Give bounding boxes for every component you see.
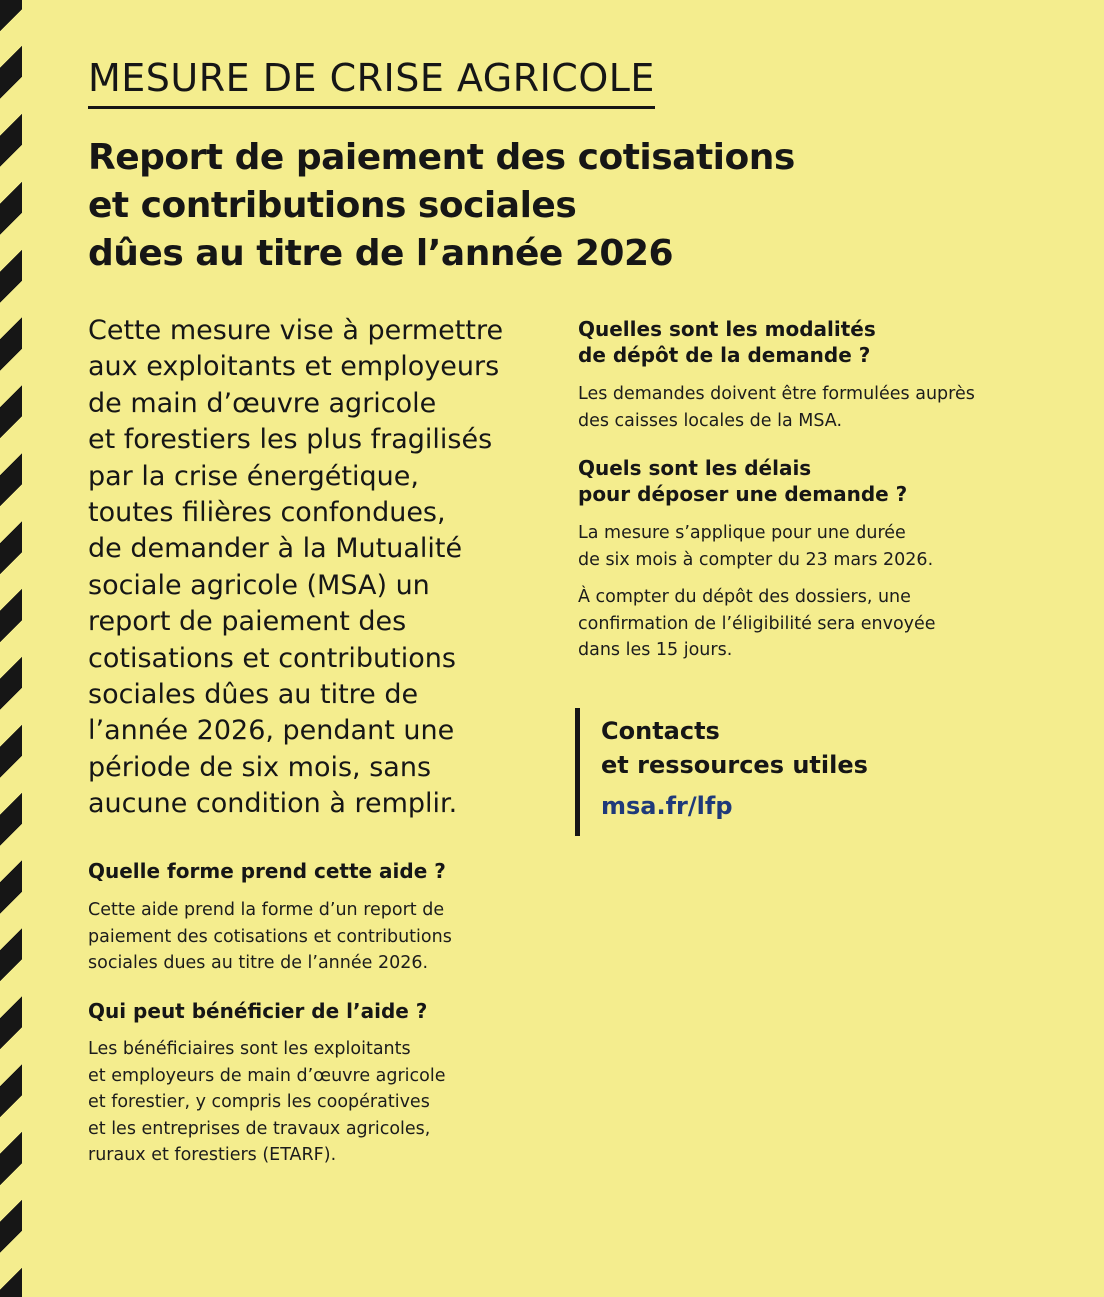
answer-modalites: Les demandes doivent être formulées auprès des caisses locales de la MSA. [578, 384, 975, 431]
lead-line: Cette mesure vise à permettre [88, 315, 504, 346]
contacts-link[interactable]: msa.fr/lfp [601, 792, 733, 820]
title-line: Report de paiement des cotisations [88, 137, 795, 178]
hazard-stripes [0, 0, 22, 1297]
answer-delais-confirmation: À compter du dépôt des dossiers, une confirmation de l’éligibilité sera envoyée dans les 15 jours. [578, 587, 936, 660]
question-delais: Quels sont les délais pour déposer une demande ? [578, 456, 908, 506]
contacts-title: Contacts et ressources utiles [601, 717, 868, 779]
lead-paragraph [88, 313, 548, 823]
lead-line: de main d’œuvre agricole [88, 387, 437, 419]
title-line: dûes au titre de l’année 2026 [88, 233, 674, 274]
lead-line: sociale agricole (MSA) un [88, 569, 430, 601]
lead-line: aucune condition à remplir. [88, 788, 458, 820]
question-beneficiaries: Qui peut bénéficier de l’aide ? [88, 999, 428, 1023]
page-title [88, 134, 908, 278]
lead-line: période de six mois, sans [88, 751, 432, 783]
answer-delais: La mesure s’applique pour une durée de six mois à compter du 23 mars 2026. [578, 523, 934, 570]
lead-line: l’année 2026, pendant une [88, 715, 455, 747]
answer-form: Cette aide prend la forme d’un report de paiement des cotisations et contributions sociales dues au titre de l’année 2026. [88, 900, 452, 973]
lead-line: aux exploitants et employeurs [88, 351, 500, 383]
lead-line: report de paiement des [88, 606, 407, 638]
lead-line: par la crise énergétique, [88, 460, 419, 492]
title-line: et contributions sociales [88, 185, 577, 226]
contacts-box [575, 708, 960, 836]
lead-line: cotisations et contributions [88, 642, 456, 674]
question-form: Quelle forme prend cette aide ? [88, 859, 446, 883]
kicker-heading: MESURE DE CRISE AGRICOLE [88, 56, 655, 109]
answer-beneficiaries: Les bénéficiaires sont les exploitants et employeurs de main d’œuvre agricole et forestier, y compris les coopératives et les entreprises de travaux agricoles, ruraux et forestiers (ETARF). [88, 1039, 446, 1165]
lead-line: et forestiers les plus fragilisés [88, 424, 493, 456]
lead-line: sociales dûes au titre de [88, 679, 419, 711]
lead-line: toutes filières confondues, [88, 497, 446, 529]
question-modalites: Quelles sont les modalités de dépôt de la demande ? [578, 317, 876, 367]
lead-line: de demander à la Mutualité [88, 533, 463, 565]
